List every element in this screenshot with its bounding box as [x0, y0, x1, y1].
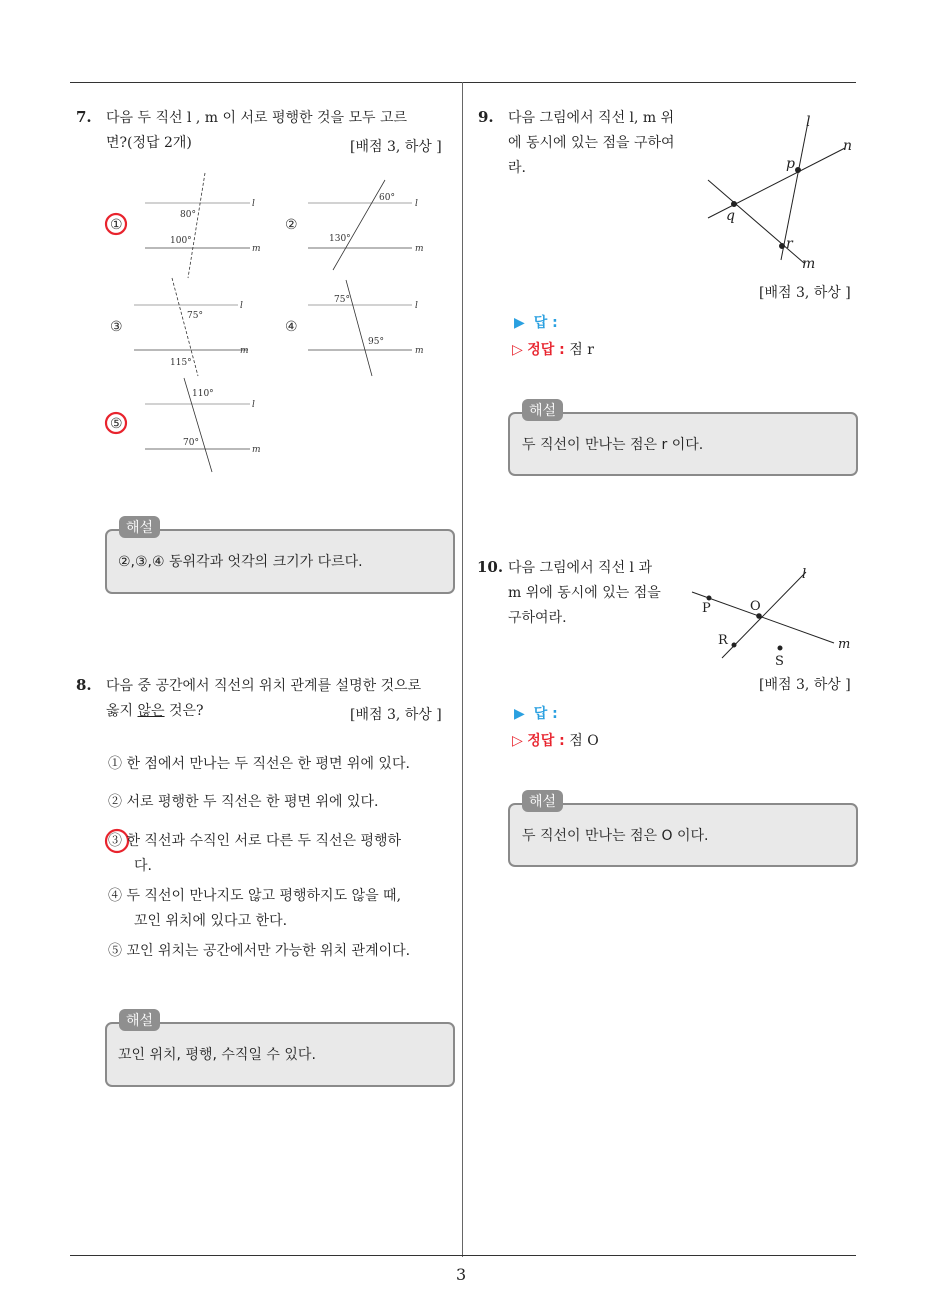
q10-answer-label: 답 :: [533, 706, 558, 722]
q9-figure: [700, 110, 870, 285]
q8-option-3-cont: 다.: [134, 858, 152, 874]
svg-text:l: l: [415, 301, 418, 311]
q7-text-line1: 다음 두 직선 l , m 이 서로 평행한 것을 모두 고르: [106, 110, 408, 126]
option3-angle-top: 75°: [187, 311, 203, 321]
q10-correct-label: 정답 :: [527, 733, 565, 749]
q10-score: [배점 3, 하상 ]: [759, 677, 851, 693]
option1-mark: ①: [110, 217, 123, 233]
svg-text:m: m: [252, 445, 261, 455]
option2-angle-top: 60°: [379, 193, 395, 203]
q7-number: 7.: [76, 108, 92, 126]
option5-mark: ⑤: [110, 416, 123, 432]
q7-score: [배점 3, 하상 ]: [350, 139, 442, 155]
q9-label-n: n: [843, 138, 853, 154]
play-outline-icon: ▷: [512, 342, 523, 358]
option3-figure: [110, 278, 249, 376]
q8-option-3: ③ 한 직선과 수직인 서로 다른 두 직선은 평행하: [108, 833, 402, 849]
q9-label-m: m: [802, 256, 816, 272]
q8-text-line2: 옳지 않은 것은?: [106, 703, 204, 719]
q9-correct-row: [512, 339, 594, 359]
q9-explanation-text: 두 직선이 만나는 점은 r 이다.: [522, 437, 704, 453]
svg-text:m: m: [415, 244, 424, 254]
q7-text-line2: 면?(정답 2개): [106, 135, 192, 151]
q9-text-line2: 에 동시에 있는 점을 구하여: [508, 135, 675, 151]
q10-label-m: m: [838, 637, 851, 652]
q8-text-line1: 다음 중 공간에서 직선의 위치 관계를 설명한 것으로: [106, 678, 422, 694]
q8-underlined-word: 않은: [137, 703, 165, 719]
option3-mark: ③: [110, 319, 123, 335]
q8-number: 8.: [76, 676, 92, 694]
q10-answer-row: [514, 703, 558, 723]
q8-score: [배점 3, 하상 ]: [350, 707, 442, 723]
q10-label-P: P: [702, 601, 711, 616]
top-rule: [70, 82, 856, 83]
q8-option-1: ① 한 점에서 만나는 두 직선은 한 평면 위에 있다.: [108, 756, 410, 772]
column-divider: [462, 82, 463, 1257]
q10-text-line2: m 위에 동시에 있는 점을: [508, 585, 661, 601]
q10-label-l: l: [802, 567, 807, 582]
q10-explanation-text: 두 직선이 만나는 점은 O 이다.: [522, 828, 709, 844]
option4-angle-top: 75°: [334, 295, 350, 305]
option3-angle-bottom: 115°: [170, 358, 192, 368]
q8-option-5: ⑤ 꼬인 위치는 공간에서만 가능한 위치 관계이다.: [108, 943, 411, 959]
play-icon: ▶: [514, 315, 525, 331]
q10-text-line3: 구하여라.: [508, 610, 567, 626]
q8-option-4-cont: 꼬인 위치에 있다고 한다.: [134, 913, 288, 929]
option2-angle-bottom: 130°: [329, 234, 351, 244]
option1-angle-top: 80°: [180, 210, 196, 220]
q8-option-2: ② 서로 평행한 두 직선은 한 평면 위에 있다.: [108, 794, 379, 810]
play-outline-icon: ▷: [512, 733, 523, 749]
q10-label-R: R: [718, 633, 728, 648]
option5-angle-bottom: 70°: [183, 438, 199, 448]
q10-figure: [688, 560, 858, 680]
q10-label-S: S: [775, 654, 784, 669]
q10-text-line1: 다음 그림에서 직선 l 과: [508, 560, 652, 576]
q9-label-r: r: [786, 236, 793, 252]
svg-text:m: m: [240, 346, 249, 356]
option4-mark: ④: [285, 319, 298, 335]
q10-explanation-tag: 해설: [522, 790, 563, 812]
svg-text:l: l: [415, 199, 418, 209]
q9-answer-row: [514, 312, 558, 332]
svg-text:l: l: [252, 400, 255, 410]
q8-explanation-tag: 해설: [119, 1009, 160, 1031]
svg-text:l: l: [252, 199, 255, 209]
bottom-rule: [70, 1255, 856, 1256]
option1-angle-bottom: 100°: [170, 236, 192, 246]
q9-correct-value: 점 r: [569, 342, 594, 358]
q10-correct-row: [512, 730, 599, 750]
q9-label-p: p: [786, 156, 795, 172]
q10-label-O: O: [750, 599, 761, 614]
option4-angle-bottom: 95°: [368, 337, 384, 347]
q9-answer-label: 답 :: [533, 315, 558, 331]
svg-text:l: l: [240, 301, 243, 311]
svg-text:m: m: [415, 346, 424, 356]
q9-explanation-tag: 해설: [522, 399, 563, 421]
q9-text-line1: 다음 그림에서 직선 l, m 위: [508, 110, 675, 126]
q9-score: [배점 3, 하상 ]: [759, 285, 851, 301]
q7-figures: [100, 168, 460, 478]
q10-correct-value: 점 O: [569, 733, 599, 749]
option1-figure: [106, 173, 261, 278]
q9-number: 9.: [478, 108, 494, 126]
q9-correct-label: 정답 :: [527, 342, 565, 358]
q8-option-4: ④ 두 직선이 만나지도 않고 평행하지도 않을 때,: [108, 888, 402, 904]
q9-label-l: l: [806, 114, 811, 130]
page-number: 3: [456, 1265, 467, 1284]
q9-text-line3: 라.: [508, 160, 526, 176]
q7-explanation-text: ②,③,④ 동위각과 엇각의 크기가 다르다.: [118, 554, 363, 570]
svg-text:m: m: [252, 244, 261, 254]
option2-figure: [285, 180, 424, 270]
q9-label-q: q: [726, 208, 735, 224]
q10-number: 10.: [477, 558, 504, 576]
q7-explanation-tag: 해설: [119, 516, 160, 538]
option5-angle-top: 110°: [192, 389, 214, 399]
option2-mark: ②: [285, 217, 298, 233]
option4-figure: [285, 280, 424, 376]
q8-explanation-text: 꼬인 위치, 평행, 수직일 수 있다.: [118, 1047, 316, 1063]
play-icon: ▶: [514, 706, 525, 722]
option5-figure: [106, 378, 261, 472]
